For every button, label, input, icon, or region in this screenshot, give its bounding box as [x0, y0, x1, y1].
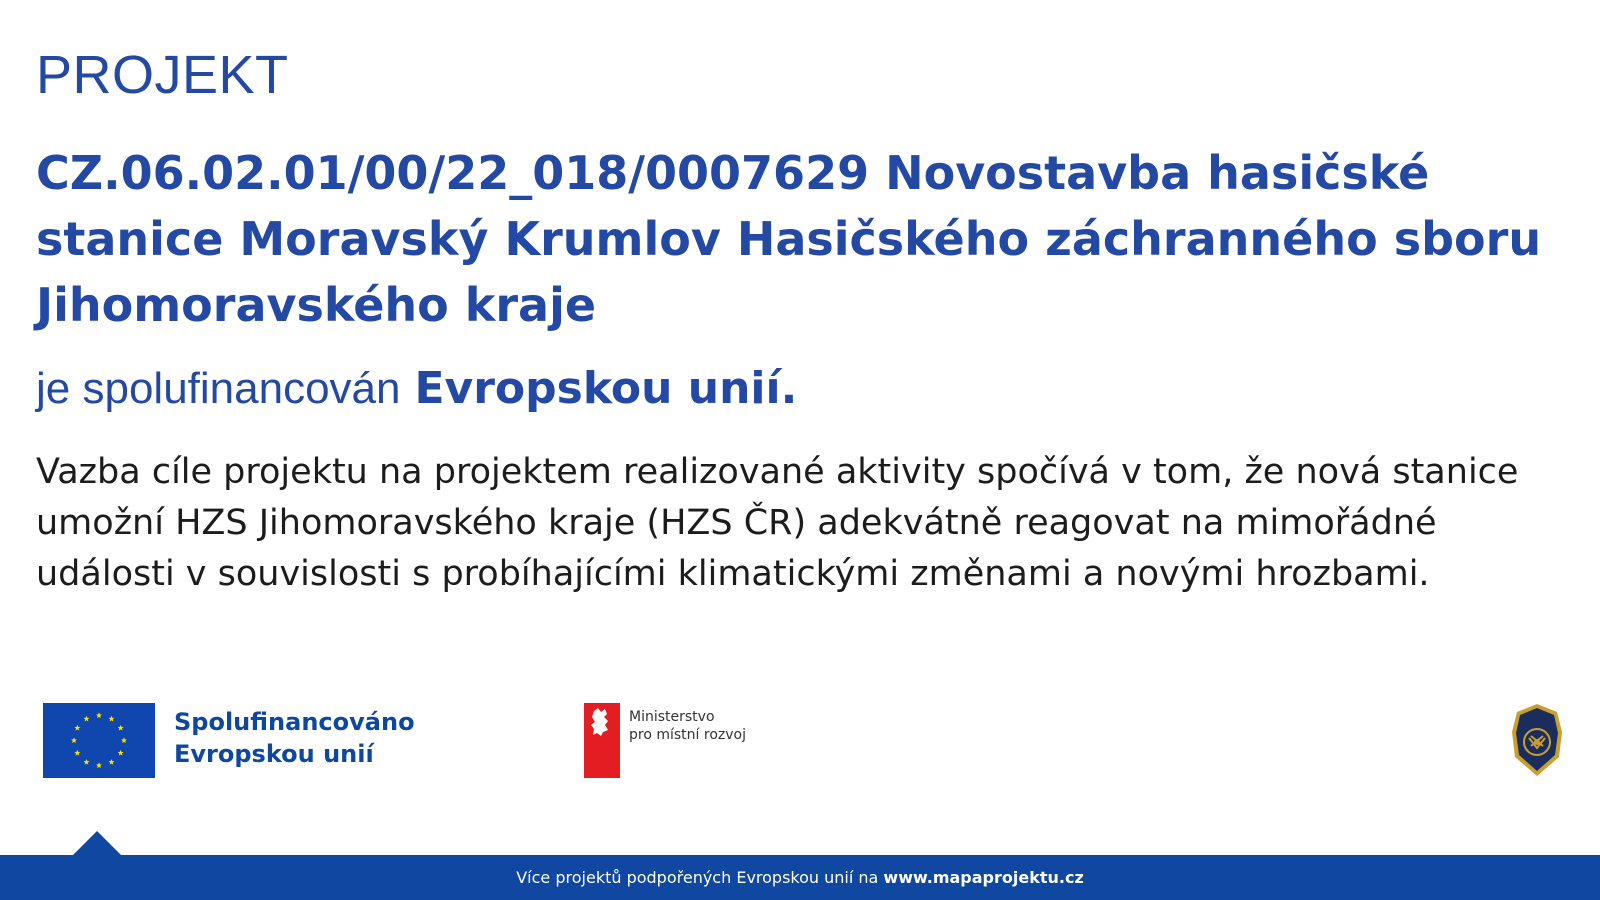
mmr-logo-line2: pro místní rozvoj [629, 727, 746, 743]
eu-star [83, 759, 89, 765]
eu-logo-line2: Evropskou unií [174, 740, 374, 768]
footer-bar [0, 855, 1600, 900]
mmr-logo-line1: Ministerstvo [629, 709, 715, 725]
eu-star [108, 716, 114, 722]
footer-tab-triangle [73, 831, 121, 855]
eu-star [118, 725, 124, 731]
eu-star [121, 737, 127, 743]
cofinancing-entity: Evropskou unií. [414, 363, 798, 414]
eu-logo-line1: Spolufinancováno [174, 708, 415, 736]
eu-star [108, 759, 114, 765]
eu-star [96, 712, 102, 718]
eu-star [71, 737, 77, 743]
eu-flag-icon [43, 703, 155, 778]
eu-star [118, 750, 124, 756]
cofinancing-prefix: je spolufinancován [36, 364, 401, 413]
mmr-logo-text [629, 708, 746, 744]
project-label: PROJEKT [36, 45, 289, 105]
eu-stars [43, 703, 155, 778]
eu-star [96, 762, 102, 768]
eu-star [74, 750, 80, 756]
project-description: Vazba cíle projektu na projektem realizované aktivity spočívá v tom, že nová stanice umožní HZS Jihomoravského kraje (HZS ČR) adekvátně reagovat na mimořádné události v souvislosti s probíhajícími klimatickými změnami a novými hrozbami. [36, 452, 1519, 594]
hzs-badge-icon [1509, 702, 1565, 778]
footer-text: Více projektů podpořených Evropskou unií na [516, 868, 879, 887]
mmr-lion-icon [584, 703, 620, 778]
eu-star [83, 716, 89, 722]
eu-logo-text [174, 706, 415, 770]
footer-url-link[interactable]: www.mapaprojektu.cz [883, 868, 1084, 887]
eu-star [74, 725, 80, 731]
cofinancing-line [36, 362, 797, 416]
project-title: CZ.06.02.01/00/22_018/0007629 Novostavba hasičské stanice Moravský Krumlov Hasičského záchranného sboru Jihomoravského kraje [36, 146, 1542, 332]
